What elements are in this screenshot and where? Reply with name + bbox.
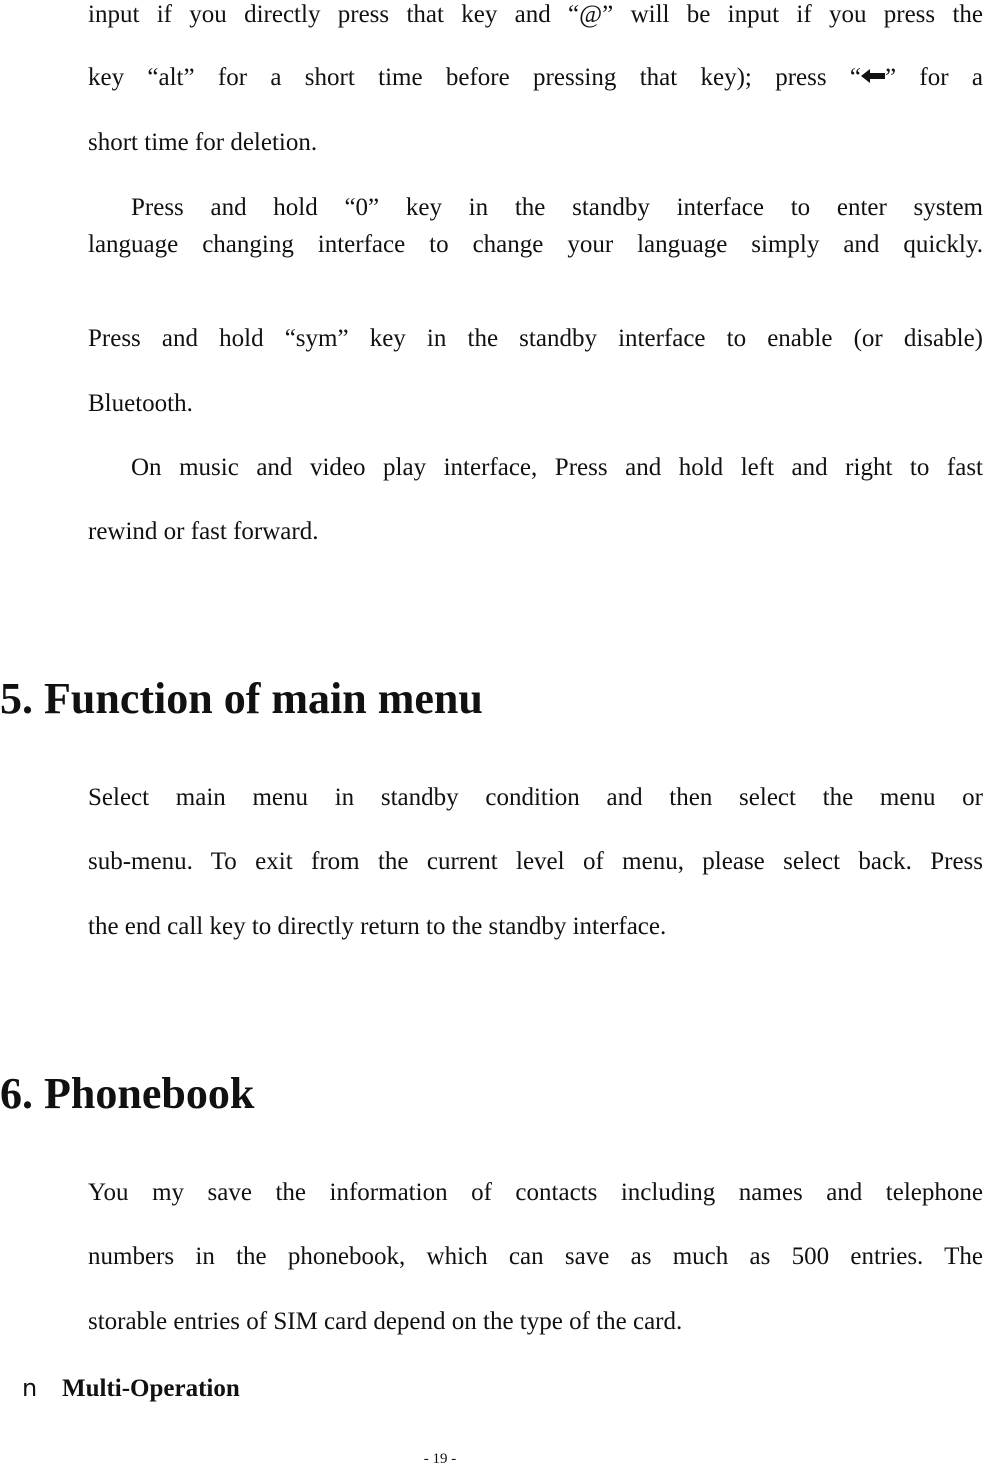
bullet-label: Multi-Operation xyxy=(62,1375,240,1402)
section-6-line-2: numbers in the phonebook, which can save as much as 500 entries. The xyxy=(88,1243,983,1270)
section-5-line-3: the end call key to directly return to the standby interface. xyxy=(88,913,667,940)
left-arrow-icon xyxy=(861,69,885,83)
intro-line-3: short time for deletion. xyxy=(88,129,318,156)
intro-line-1: input if you directly press that key and “@” will be input if you press the xyxy=(88,1,983,28)
hold-zero-line-3: Press and hold “sym” key in the standby interface to enable (or disable) xyxy=(88,325,983,352)
bullet-marker: n xyxy=(22,1374,38,1402)
music-line-2: rewind or fast forward. xyxy=(88,518,319,545)
section-6-line-1: You my save the information of contacts including names and telephone xyxy=(88,1179,983,1206)
hold-zero-line-2: language changing interface to change your language simply and quickly. xyxy=(88,231,983,258)
section-6-heading: 6. Phonebook xyxy=(0,1069,255,1118)
section-5-line-1: Select main menu in standby condition and then select the menu or xyxy=(88,784,983,811)
page-number: - 19 - xyxy=(423,1451,457,1467)
section-5-heading: 5. Function of main menu xyxy=(0,674,483,723)
section-6-line-3: storable entries of SIM card depend on the type of the card. xyxy=(88,1308,683,1335)
intro-line-2 xyxy=(88,63,983,93)
music-line-1: On music and video play interface, Press and hold left and right to fast xyxy=(131,454,983,481)
hold-zero-line-4: Bluetooth. xyxy=(88,390,193,417)
bullet-item xyxy=(22,1373,240,1404)
section-5-line-2: sub-menu. To exit from the current level of menu, please select back. Press xyxy=(88,848,983,875)
intro-line-2-end: ” for a xyxy=(885,64,983,91)
hold-zero-line-1: Press and hold “0” key in the standby interface to enter system xyxy=(131,194,983,221)
intro-line-2-start: key “alt” for a short time before pressing that key); press “ xyxy=(88,64,861,91)
